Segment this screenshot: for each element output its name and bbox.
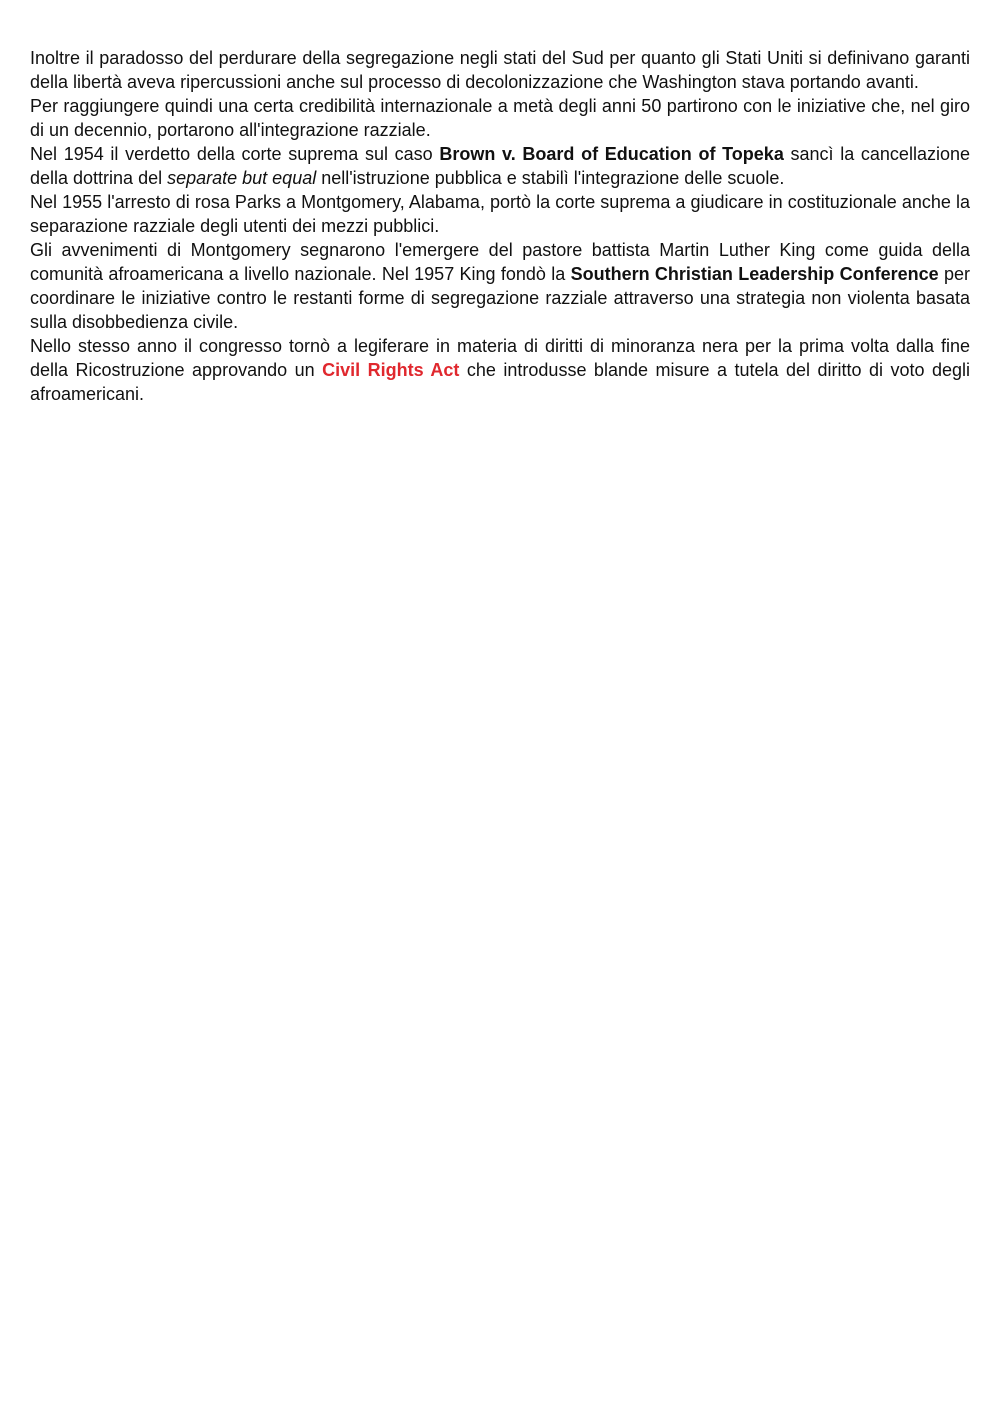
doctrine-term: separate but equal — [167, 168, 317, 188]
paragraph-international-credibility — [30, 94, 970, 142]
paragraph-decolonization — [30, 46, 970, 94]
paragraph-brown-v-board — [30, 142, 970, 190]
paragraph-text: sancì la cancellazione della dottrina del — [30, 144, 970, 188]
civil-rights-act-highlight: Civil Rights Act — [322, 360, 460, 380]
paragraph-text: nell'istruzione pubblica e stabilì l'integrazione delle scuole. — [316, 168, 785, 188]
paragraph-martin-luther-king — [30, 238, 970, 334]
paragraph-text: Nel 1954 il verdetto della corte suprema sul caso — [30, 144, 440, 164]
paragraph-text: che introdusse blande misure a tutela del diritto di voto degli afroamericani. — [30, 360, 970, 404]
paragraph-text: Nel 1955 l'arresto di rosa Parks a Montgomery, Alabama, portò la corte suprema a giudicare in costituzionale anche la separazione razziale degli utenti dei mezzi pubblici. — [30, 192, 970, 236]
paragraph-text: Nello stesso anno il congresso tornò a legiferare in materia di diritti di minoranza nera per la prima volta dalla fine della Ricostruzione approvando un — [30, 336, 970, 380]
paragraph-text: per coordinare le iniziative contro le restanti forme di segregazione razziale attraverso una strategia non violenta basata sulla disobbedienza civile. — [30, 264, 970, 332]
paragraph-rosa-parks — [30, 190, 970, 238]
paragraph-text: Inoltre il paradosso del perdurare della segregazione negli stati del Sud per quanto gli Stati Uniti si definivano garanti della libertà aveva ripercussioni anche sul processo di decolonizzazione che Washington stava portando avanti. — [30, 48, 970, 92]
case-name: Brown v. Board of Education of Topeka — [439, 144, 784, 164]
paragraph-civil-rights-act — [30, 334, 970, 406]
paragraph-text: Per raggiungere quindi una certa credibilità internazionale a metà degli anni 50 partirono con le iniziative che, nel giro di un decennio, portarono all'integrazione razziale. — [30, 96, 970, 140]
paragraph-text: Gli avvenimenti di Montgomery segnarono l'emergere del pastore battista Martin Luther King come guida della comunità afroamericana a livello nazionale. Nel 1957 King fondò la — [30, 240, 970, 284]
organization-name: Southern Christian Leadership Conference — [570, 264, 939, 284]
document-page — [30, 46, 970, 406]
